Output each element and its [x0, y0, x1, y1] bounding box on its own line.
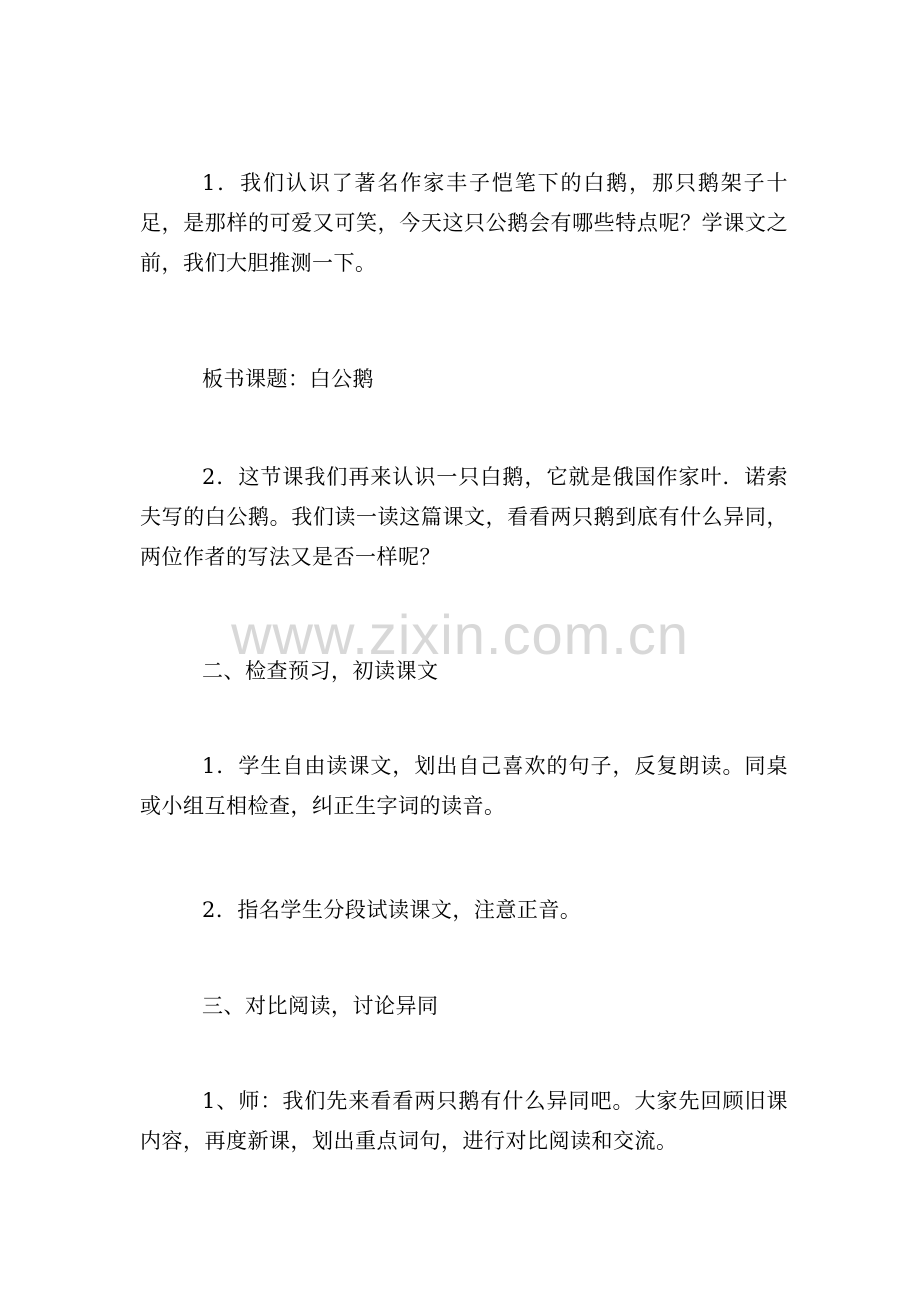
- section-heading-3: 三、对比阅读，讨论异同: [202, 994, 439, 1018]
- watermark: www.zixin.com.cn: [231, 603, 689, 666]
- paragraph-intro-1: 1．我们认识了著名作家丰子恺笔下的白鹅，那只鹅架子十足，是那样的可爱又可笑，今天这只公鹅会有哪些特点呢？学课文之前，我们大胆推测一下。: [140, 171, 788, 275]
- paragraph-teacher: 1、师：我们先来看看两只鹅有什么异同吧。大家先回顾旧课内容，再度新课，划出重点词句，进行对比阅读和交流。: [140, 1089, 788, 1153]
- paragraph-intro-2: 2．这节课我们再来认识一只白鹅，它就是俄国作家叶．诺索夫写的白公鹅。我们读一读这篇课文，看看两只鹅到底有什么异同，两位作者的写法又是否一样呢？: [140, 465, 788, 569]
- paragraph-step-1: 1．学生自由读课文，划出自己喜欢的句子，反复朗读。同桌或小组互相检查，纠正生字词的读音。: [140, 754, 788, 818]
- paragraph-step-2: 2．指名学生分段试读课文，注意正音。: [202, 898, 582, 922]
- paragraph-board-title: 板书课题：白公鹅: [202, 367, 374, 391]
- section-heading-2: 二、检查预习，初读课文: [202, 659, 439, 683]
